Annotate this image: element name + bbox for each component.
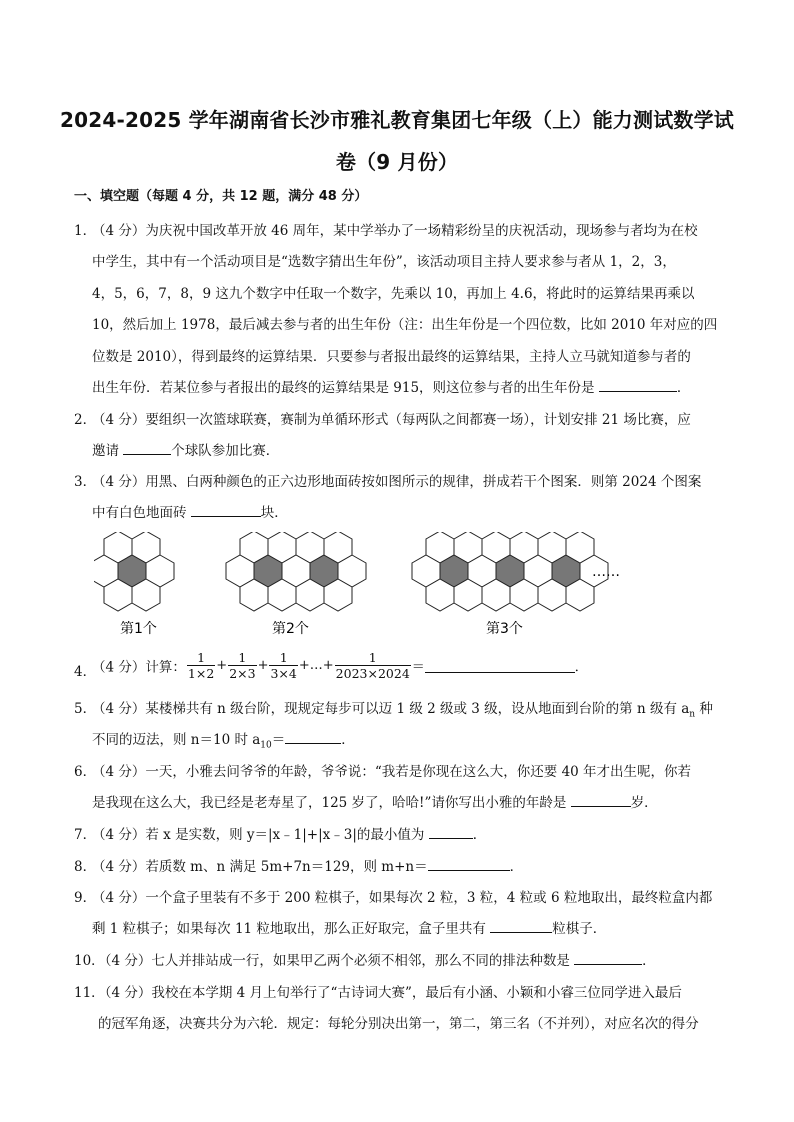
- question-text-line: [92, 650, 588, 681]
- question-text-line: 10，然后加上 1978，最后减去参与者的出生年份（注：出生年份是一个四位数，比如 2010 年对应的四: [92, 317, 718, 333]
- plus-sign: +: [257, 658, 269, 673]
- answer-blank[interactable]: [191, 502, 261, 517]
- question-end: 块．: [260, 505, 288, 521]
- question-number: 11．: [74, 985, 105, 1001]
- question-text: （4 分）计算：: [92, 659, 186, 676]
- question-number: 10．: [74, 953, 105, 969]
- question-end: 个球队参加比赛．: [171, 443, 280, 459]
- question-text-line: [92, 439, 279, 459]
- hexagon-pattern-figure: [94, 532, 624, 642]
- question-end: ．: [472, 827, 487, 843]
- answer-blank[interactable]: [428, 856, 510, 871]
- fraction-3: $\frac{1}{3\times 4}$: [270, 650, 297, 681]
- fraction-2: $\frac{1}{2\times 3}$: [229, 650, 256, 681]
- subscript: 10: [260, 740, 272, 751]
- question-text: （4 分）若 x 是实数，则 y＝|x﹣1|+|x﹣3|的最小值为: [92, 827, 429, 843]
- question-text: 不同的迈法，则 n＝10 时 a: [92, 732, 261, 748]
- pattern-2: [226, 532, 366, 611]
- question-text: （4 分）若质数 m、n 满足 5m+7n＝129，则 m+n＝: [92, 859, 428, 875]
- figure-label-3: 第3个: [486, 621, 523, 637]
- question-end: ．: [676, 380, 691, 396]
- question-text-line: （4 分）要组织一次篮球联赛，赛制为单循环形式（每两队之间都赛一场），计划安排 21 场比赛，应: [92, 412, 691, 428]
- pattern-3: [412, 532, 608, 611]
- question-text-line: [92, 791, 658, 811]
- answer-blank[interactable]: [123, 440, 171, 455]
- question-text-line: 4，5，6，7，8，9 这九个数字中任取一个数字，先乘以 10，再加上 4.6，将此时的运算结果再乘以: [92, 286, 695, 302]
- question-text: ＝: [271, 732, 286, 748]
- equals-sign: ＝: [411, 660, 425, 675]
- question-end: ．: [509, 859, 524, 875]
- question-text: 邀请: [92, 443, 124, 459]
- question-text-line: [92, 501, 288, 521]
- question-number: 6．: [74, 764, 97, 780]
- question-text-line: 中学生，其中有一个活动项目是“选数字猜出生年份”，该活动项目主持人要求参与者从 1，2，3，: [92, 254, 676, 270]
- section-heading: 一、填空题（每题 4 分，共 12 题，满分 48 分）: [74, 189, 368, 204]
- question-text: 是我现在这么大，我已经是老寿星了，125 岁了，哈哈!”请你写出小雅的年龄是: [92, 795, 571, 811]
- plus-ellipsis: +…+: [298, 658, 334, 673]
- question-text: （4 分）七人并排站成一行，如果甲乙两个必须不相邻，那么不同的排法种数是: [98, 953, 575, 969]
- fraction-4: $\frac{1}{2023\times 2024}$: [335, 650, 410, 681]
- answer-blank[interactable]: [571, 792, 631, 807]
- fraction-1: $\frac{1}{1\times 2}$: [187, 650, 215, 681]
- question-text-line: （4 分）为庆祝中国改革开放 46 周年，某中学举办了一场精彩纷呈的庆祝活动，现场参与者均为在校: [92, 223, 698, 239]
- question-text-line: [92, 855, 523, 875]
- subscript: n: [689, 709, 696, 720]
- question-number: 4．: [74, 664, 97, 680]
- question-text-line: [98, 949, 656, 969]
- answer-blank[interactable]: [599, 377, 677, 392]
- question-text-line: [92, 728, 355, 751]
- question-text: 出生年份．若某位参与者报出的最终的运算结果是 915，则这位参与者的出生年份是: [92, 380, 599, 396]
- figure-label-2: 第2个: [272, 621, 309, 637]
- title-line-2: 卷（9 月份）: [335, 150, 459, 174]
- question-end: 岁．: [630, 795, 658, 811]
- question-end: 粒棋子．: [552, 921, 607, 937]
- question-text: 剩 1 粒棋子；如果每次 11 粒地取出，那么正好取完，盒子里共有: [92, 921, 491, 937]
- question-text-line: （4 分）一个盒子里装有不多于 200 粒棋子，如果每次 2 粒，3 粒，4 粒或 6 粒地取出，最终粒盒内都: [92, 890, 713, 906]
- question-text-line: 位数是 2010），得到最终的运算结果．只要参与者报出最终的运算结果，主持人立马就知道参与者的: [92, 349, 691, 365]
- pattern-1: [94, 532, 174, 611]
- question-text-line: [92, 376, 690, 396]
- question-text-line: [92, 697, 713, 720]
- question-end: ．: [341, 732, 355, 748]
- question-text: 中有白色地面砖: [92, 505, 191, 521]
- answer-blank[interactable]: [285, 729, 341, 744]
- question-number: 3．: [74, 474, 97, 490]
- question-number: 5．: [74, 701, 97, 717]
- question-end: ．: [574, 660, 588, 675]
- question-text-line: （4 分）我校在本学期 4 月上旬举行了“古诗词大赛”，最后有小涵、小颖和小睿三位同学进入最后: [98, 985, 682, 1001]
- question-text-line: [92, 823, 486, 843]
- answer-blank[interactable]: [429, 824, 473, 839]
- question-text-line: [92, 917, 606, 937]
- question-text-line: （4 分）用黑、白两种颜色的正六边形地面砖按如图所示的规律，拼成若干个图案．则第 2024 个图案: [92, 474, 702, 490]
- question-end: ．: [642, 953, 656, 969]
- question-number: 9．: [74, 890, 97, 906]
- question-number: 8．: [74, 859, 97, 875]
- question-text-line: （4 分）一天，小雅去问爷爷的年龄，爷爷说：“我若是你现在这么大，你还要 40 年才出生呢，你若: [92, 764, 692, 780]
- question-number: 2．: [74, 412, 97, 428]
- answer-blank[interactable]: [490, 918, 552, 933]
- figure-label-1: 第1个: [120, 621, 157, 637]
- question-text: 种: [695, 701, 713, 717]
- question-number: 1．: [74, 223, 97, 239]
- question-text: （4 分）某楼梯共有 n 级台阶，现规定每步可以迈 1 级 2 级或 3 级，设从地面到台阶的第 n 级有 a: [92, 701, 690, 717]
- figure-ellipsis: ……: [592, 564, 620, 580]
- answer-blank[interactable]: [574, 950, 642, 965]
- answer-blank[interactable]: [425, 658, 575, 673]
- plus-sign: +: [216, 658, 228, 673]
- question-number: 7．: [74, 827, 97, 843]
- title-line-1: 2024-2025 学年湖南省长沙市雅礼教育集团七年级（上）能力测试数学试: [60, 108, 734, 132]
- question-text-line: 的冠军角逐，决赛共分为六轮．规定：每轮分别决出第一，第二，第三名（不并列），对应名次的得分: [98, 1016, 699, 1032]
